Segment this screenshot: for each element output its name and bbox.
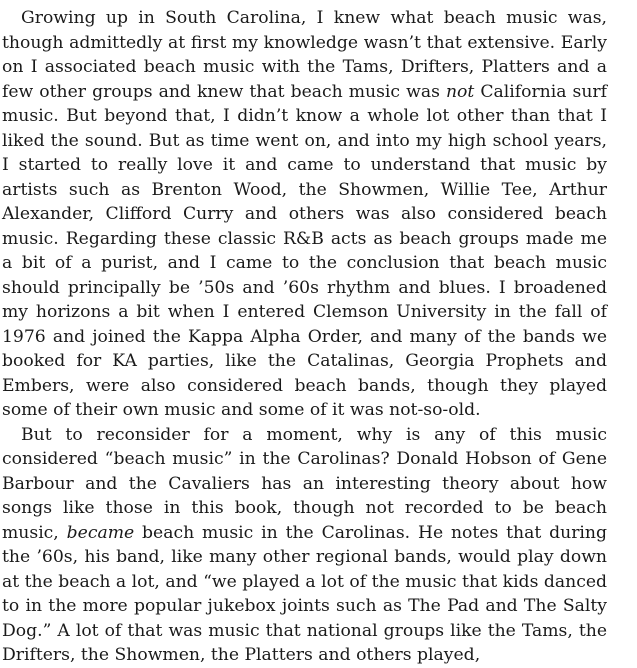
paragraph-2-emphasis-became: became xyxy=(66,522,135,543)
paragraph-1-run-1: Growing up in South Carolina, I knew what beach music was, though admittedly at first my knowledge wasn’t that extensive. Early on I associated beach music with the Tams, Drifters, Platters and a few other groups and knew that beach music was xyxy=(2,8,607,102)
paragraph-2 xyxy=(2,423,607,668)
paragraph-2-run-1: But to reconsider for a moment, why is any of this music considered “beach music” in the Carolinas? Donald Hobson of Gene Barbour and the Cavaliers has an interesting theory about how songs like those in this book, though not recorded to be beach music, xyxy=(2,424,607,543)
document-page xyxy=(2,6,607,668)
paragraph-1 xyxy=(2,6,607,423)
paragraph-1-run-3: California surf music. But beyond that, I didn’t know a whole lot other than that I liked the sound. But as time went on, and into my high school years, I started to really love it and came to understand that music by artists such as Brenton Wood, the Showmen, Willie Tee, Arthur Alexander, Clifford Curry and others was also considered beach music. Regarding these classic R&B acts as beach groups made me a bit of a purist, and I came to the conclusion that beach music should principally be ’50s and ’60s rhythm and blues. I broadened my horizons a bit when I entered Clemson University in the fall of 1976 and joined the Kappa Alpha Order, and many of the bands we booked for KA parties, like the Catalinas, Georgia Prophets and Embers, were also considered beach bands, though they played some of their own music and some of it was not-so-old. xyxy=(2,81,607,420)
paragraph-2-run-3: beach music in the Carolinas. He notes that during the ’60s, his band, like many other regional bands, would play down at the beach a lot, and “we played a lot of the music that kids danced to in the more popular jukebox joints such as The Pad and The Salty Dog.” A lot of that was music that national groups like the Tams, the Drifters, the Showmen, the Platters and others played, xyxy=(2,522,607,665)
paragraph-1-emphasis-not: not xyxy=(445,81,475,102)
